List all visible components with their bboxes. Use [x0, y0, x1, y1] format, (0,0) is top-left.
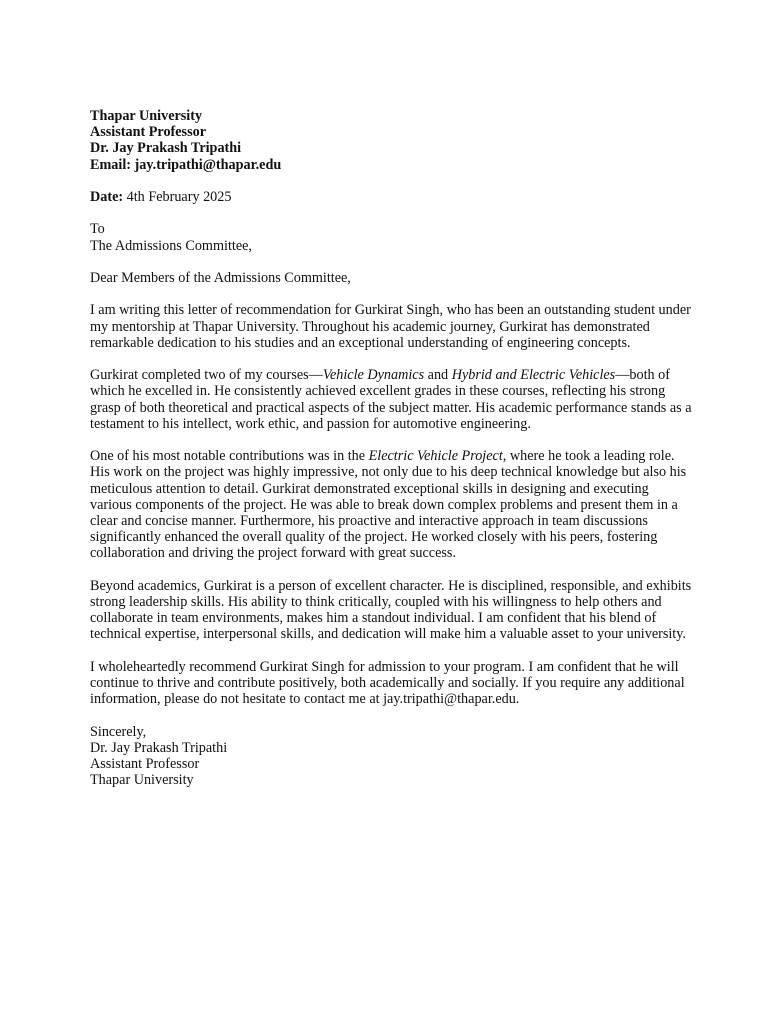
header-name: Dr. Jay Prakash Tripathi: [90, 140, 242, 157]
paragraph-project: [90, 448, 690, 561]
course-hybrid-electric-vehicles: Hybrid and Electric Vehicles: [451, 367, 616, 384]
text-run: One of his most notable contributions was in the: [90, 448, 369, 465]
closing-name: Dr. Jay Prakash Tripathi: [90, 739, 228, 756]
paragraph-line: remarkable dedication to his studies and an exceptional understanding of engineering concepts.: [90, 334, 631, 351]
paragraph-line: information, please do not hesitate to contact me at jay.tripathi@thapar.edu.: [90, 691, 520, 708]
letter-page: [90, 108, 690, 788]
paragraph-line: Beyond academics, Gurkirat is a person of excellent character. He is disciplined, responsible, and exhibits: [90, 577, 692, 594]
header-email: jay.tripathi@thapar.edu: [134, 156, 282, 173]
paragraph-line: His work on the project was highly impressive, not only due to his deep technical knowledge but also his: [90, 464, 687, 481]
letter-header: [90, 108, 690, 173]
paragraph-line: collaboration and driving the project forward with great success.: [90, 545, 456, 562]
letter-closing: [90, 724, 690, 789]
salutation: Dear Members of the Admissions Committee,: [90, 269, 351, 286]
paragraph-line: my mentorship at Thapar University. Throughout his academic journey, Gurkirat has demonstrated: [90, 318, 650, 335]
paragraph-line: significantly enhanced the overall quality of the project. He worked closely with his peers, fostering: [90, 529, 658, 546]
paragraph-character: [90, 578, 690, 643]
recipient-to: To: [90, 221, 105, 238]
paragraph-line: which he excelled in. He consistently achieved excellent grades in these courses, reflecting his strong: [90, 383, 666, 400]
text-run: and: [424, 367, 452, 384]
date-label: Date:: [90, 189, 124, 205]
paragraph-line: various components of the project. He was able to break down complex problems and present them in a: [90, 496, 678, 513]
paragraph-line: [90, 448, 690, 464]
paragraph-line: collaborate in team environments, makes him a standout individual. I am confident that his blend of: [90, 610, 657, 627]
paragraph-line: meticulous attention to detail. Gurkirat demonstrated exceptional skills in designing and executing: [90, 480, 649, 497]
closing-sincerely: Sincerely,: [90, 723, 147, 740]
date-line: [90, 189, 690, 205]
paragraph-recommendation: [90, 659, 690, 708]
paragraph-line: clear and concise manner. Furthermore, his proactive and interactive approach in team discussions: [90, 512, 648, 529]
text-run: Gurkirat completed two of my courses—: [90, 367, 323, 384]
paragraph-line: strong leadership skills. His ability to think critically, coupled with his willingness to help others and: [90, 593, 662, 610]
paragraph-line: I wholeheartedly recommend Gurkirat Singh for admission to your program. I am confident that he will: [90, 658, 679, 675]
header-email-line: [90, 157, 690, 173]
email-label: Email:: [90, 156, 131, 173]
header-university: Thapar University: [90, 108, 203, 124]
paragraph-line: I am writing this letter of recommendation for Gurkirat Singh, who has been an outstanding student under: [90, 302, 691, 319]
date-value: 4th February 2025: [126, 189, 232, 205]
closing-university: Thapar University: [90, 772, 194, 789]
paragraph-line: [90, 367, 690, 383]
paragraph-line: testament to his intellect, work ethic, and passion for automotive engineering.: [90, 415, 531, 432]
paragraph-intro: [90, 302, 690, 351]
recipient-committee: The Admissions Committee,: [90, 237, 252, 254]
project-electric-vehicle: Electric Vehicle Project: [368, 448, 503, 465]
paragraph-courses: [90, 367, 690, 432]
course-vehicle-dynamics: Vehicle Dynamics: [322, 367, 425, 384]
text-run: , where he took a leading role.: [502, 448, 675, 465]
paragraph-line: continue to thrive and contribute positively, both academically and socially. If you require any additional: [90, 674, 685, 691]
header-position: Assistant Professor: [90, 124, 206, 141]
text-run: —both of: [615, 367, 670, 384]
paragraph-line: technical expertise, interpersonal skills, and dedication will make him a valuable asset to your university.: [90, 626, 686, 643]
closing-position: Assistant Professor: [90, 755, 200, 772]
paragraph-line: grasp of both theoretical and practical aspects of the subject matter. His academic performance stands as a: [90, 399, 692, 416]
